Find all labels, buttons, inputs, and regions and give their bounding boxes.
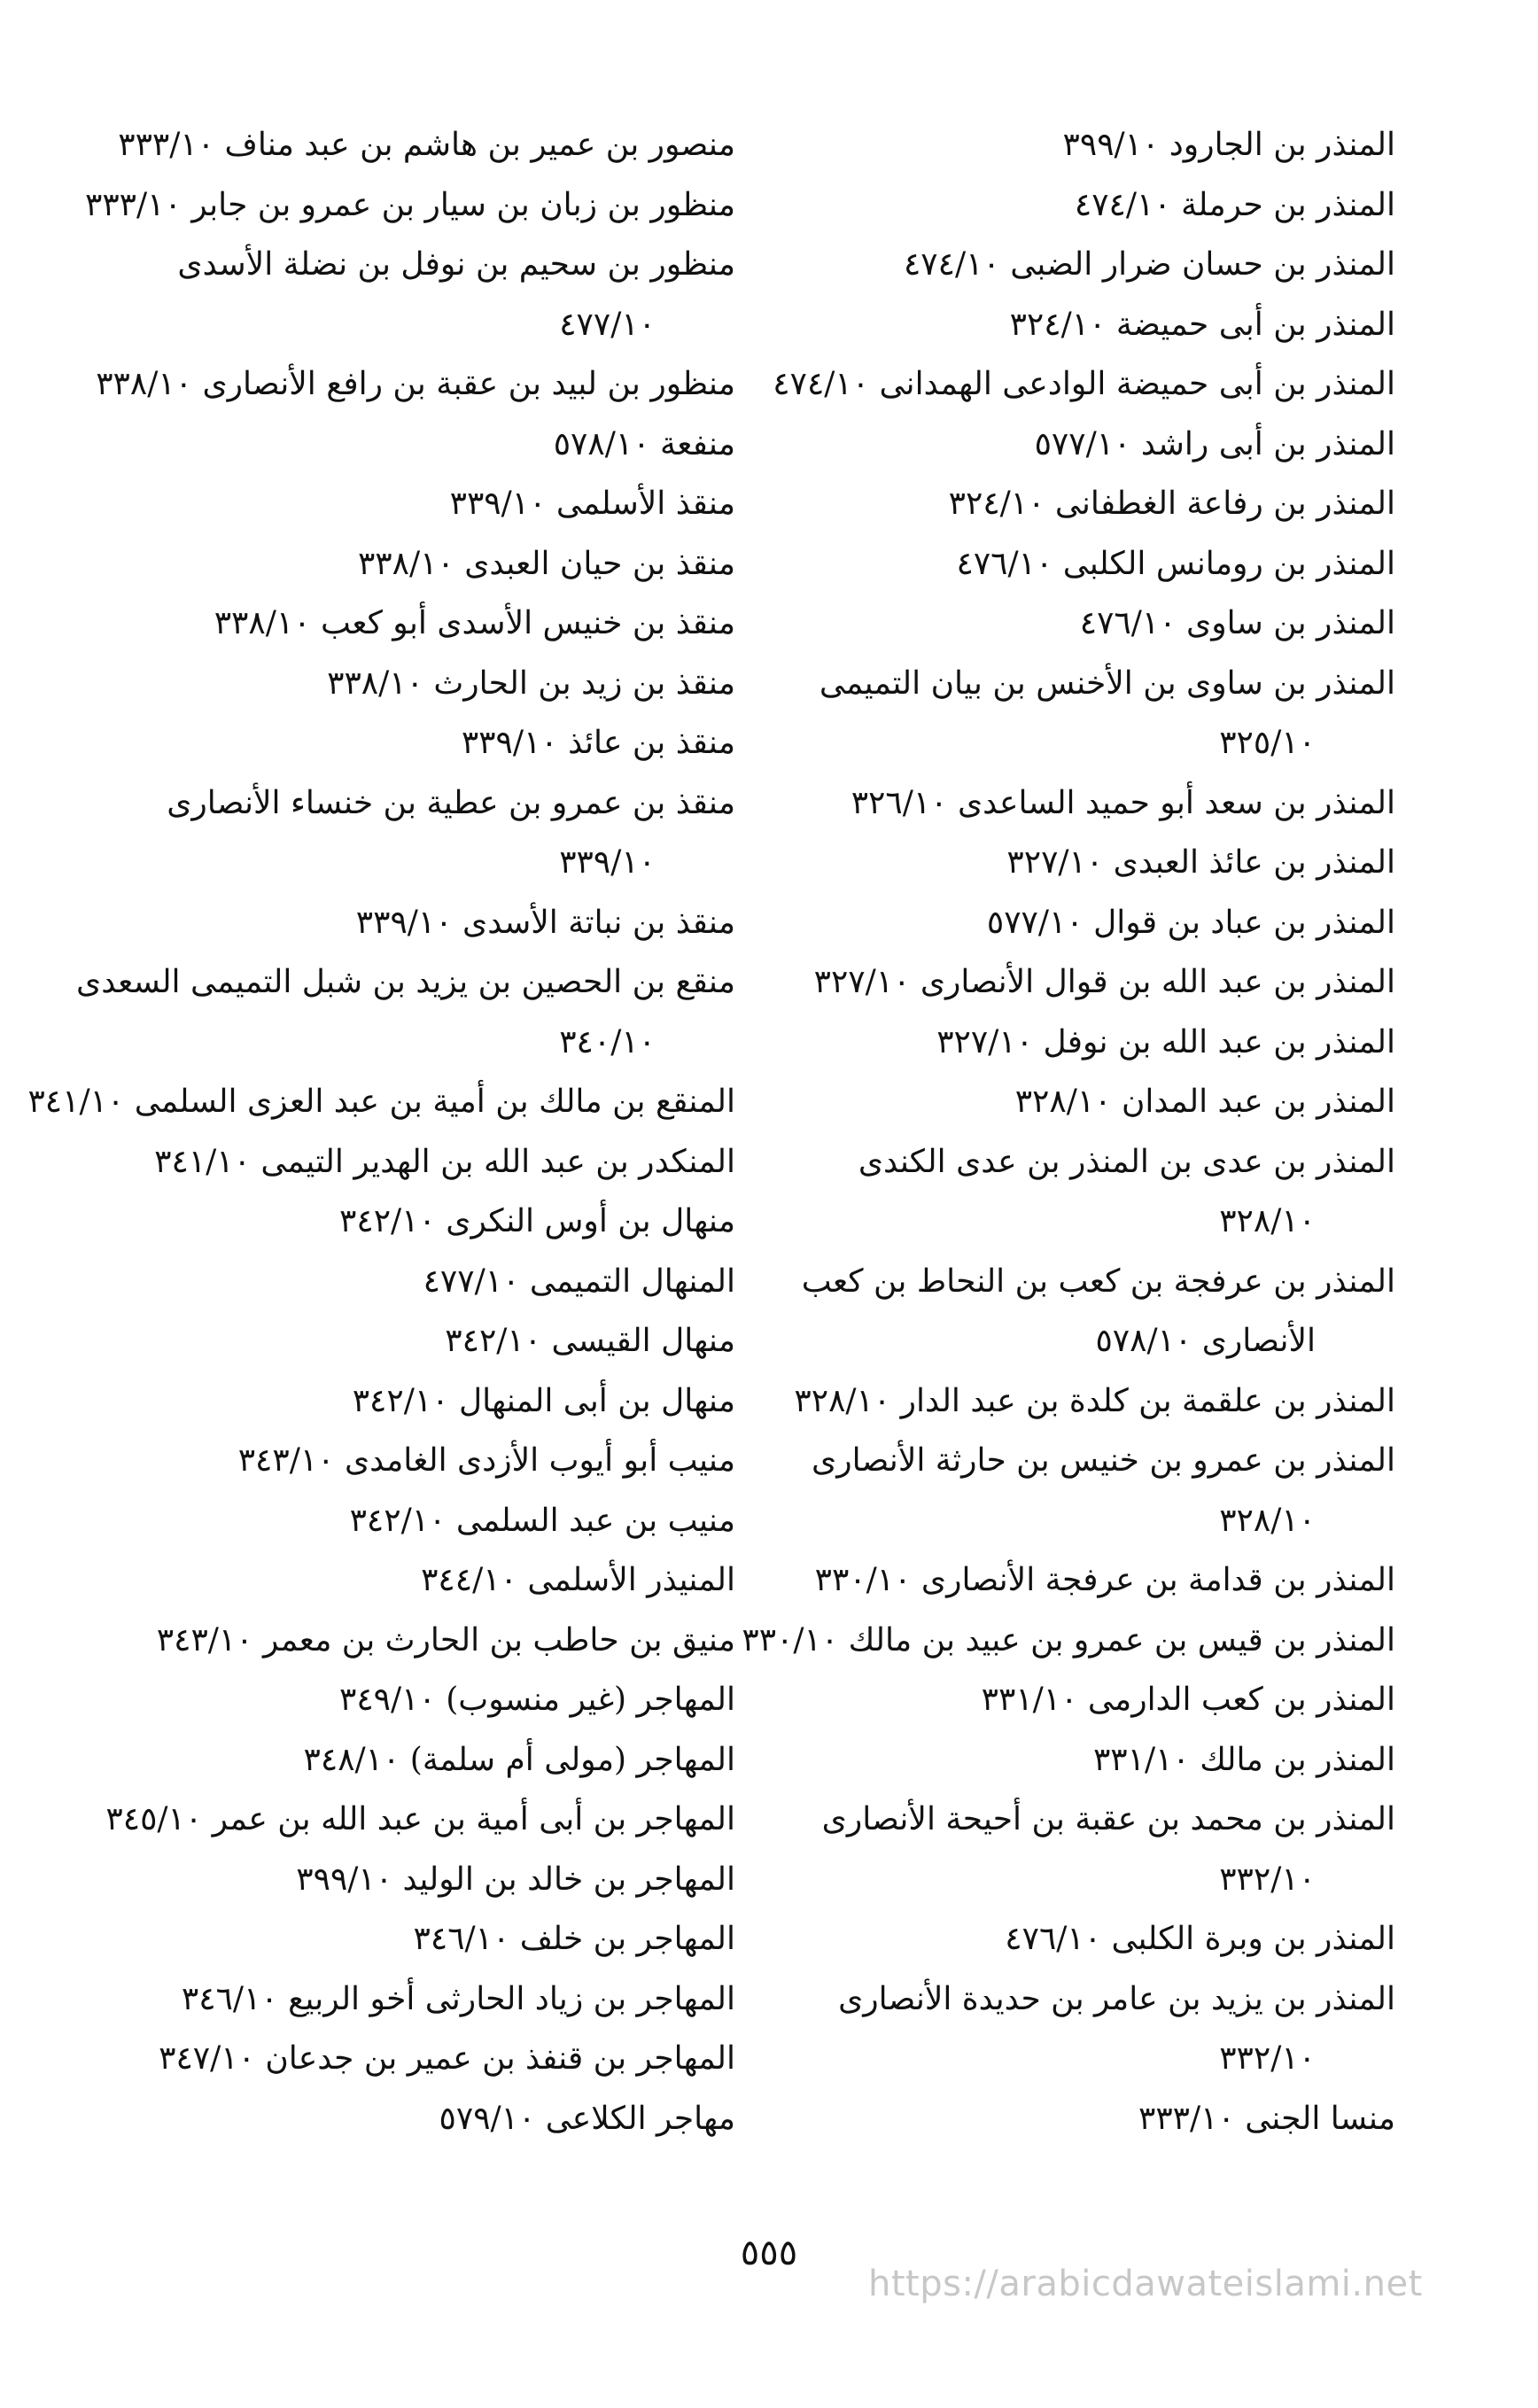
index-entry: [97, 2089, 735, 2149]
index-entry: [97, 1730, 735, 1790]
index-entry: [757, 594, 1395, 654]
index-entry: [97, 1670, 735, 1730]
index-entry-continuation: الأنصارى ٥٧٨/١٠: [1095, 1323, 1316, 1359]
index-entry: [97, 773, 735, 893]
index-entry: [97, 115, 735, 175]
index-entry-continuation: ٣٣٢/١٠: [1219, 1860, 1316, 1898]
index-entry-name: المنذر بن عدى بن المنذر بن عدى الكندى: [858, 1143, 1395, 1180]
index-entry-name: منقذ بن خنيس الأسدى أبو كعب ٣٣٨/١٠: [214, 605, 735, 641]
index-entry-name: منقذ بن زيد بن الحارث ٣٣٨/١٠: [327, 664, 735, 702]
index-entry-name: المنذر بن أبى حميضة الوادعى الهمدانى ٤٧٤/١٠: [773, 366, 1395, 402]
index-entry-continuation: ٣٣٢/١٠: [1219, 2040, 1316, 2077]
index-entry-name: المنيذر الأسلمى ٣٤٤/١٠: [421, 1562, 735, 1598]
index-entry: [97, 474, 735, 534]
index-entry: [757, 1132, 1395, 1252]
index-entry: [27, 1072, 735, 1132]
index-entry: [97, 1311, 735, 1371]
index-entry-name: المنذر بن رفاعة الغطفانى ٣٢٤/١٠: [948, 485, 1395, 522]
index-entry-name: المهاجر (غير منسوب) ٣٤٩/١٠: [339, 1682, 735, 1718]
index-entry-name: المنذر بن قدامة بن عرفجة الأنصارى ٣٣٠/١٠: [814, 1562, 1395, 1598]
index-entry-continuation: ٣٢٥/١٠: [1219, 725, 1316, 761]
index-entry: [97, 654, 735, 714]
index-entry: [757, 295, 1395, 355]
index-entry-name: المنذر بن كعب الدارمى ٣٣١/١٠: [981, 1682, 1395, 1718]
index-entry: [97, 415, 735, 475]
index-entry: [97, 534, 735, 594]
index-entry: [757, 415, 1395, 475]
index-entry-name: المنذر بن سعد أبو حميد الساعدى ٣٢٦/١٠: [851, 784, 1395, 821]
index-entry: [97, 1850, 735, 1910]
index-entry: [757, 235, 1395, 295]
index-entry-name: المنذر بن رومانس الكلبى ٤٧٦/١٠: [956, 545, 1395, 582]
index-entry: [97, 1611, 735, 1671]
index-entry: [757, 534, 1395, 594]
index-entry: [757, 1730, 1395, 1790]
index-entry: [757, 773, 1395, 834]
index-entry-name: المهاجر بن خالد بن الوليد ٣٩٩/١٠: [296, 1860, 735, 1898]
index-entry: [97, 354, 735, 415]
index-entry: [757, 2089, 1395, 2149]
index-entry: [97, 1371, 735, 1432]
index-entry: [97, 594, 735, 654]
index-entry-continuation: ٤٧٧/١٠: [559, 306, 656, 343]
index-entry-name: المنكدر بن عبد الله بن الهدير التيمى ٣٤١/١٠: [154, 1143, 735, 1180]
index-entry-name: منهال القيسى ٣٤٢/١٠: [445, 1323, 735, 1359]
index-entry-name: المنذر بن حسان ضرار الضبى ٤٧٤/١٠: [903, 246, 1395, 283]
index-entry: [97, 1192, 735, 1252]
index-entry-name: المنذر بن أبى راشد ٥٧٧/١٠: [1034, 425, 1395, 462]
index-entry-name: منظور بن سحيم بن نوفل بن نضلة الأسدى: [177, 246, 735, 283]
index-entry-name: منظور بن لبيد بن عقبة بن رافع الأنصارى ٣٣٨/١٠: [96, 366, 735, 402]
index-entry-name: المهاجر بن خلف ٣٤٦/١٠: [413, 1921, 735, 1957]
index-entry: [97, 235, 735, 354]
index-entry: [757, 1252, 1395, 1371]
index-entry: [757, 893, 1395, 953]
index-column-right: [742, 115, 1395, 2148]
index-entry: [97, 1491, 735, 1551]
index-entry-name: منفعة ٥٧٨/١٠: [553, 425, 735, 462]
index-entry-continuation: ٣٢٨/١٠: [1219, 1203, 1316, 1239]
index-entry: [742, 1611, 1395, 1671]
index-entry-name: مهاجر الكلاعى ٥٧٩/١٠: [439, 2100, 735, 2137]
index-entry-name: منيب بن عبد السلمى ٣٤٢/١٠: [349, 1502, 735, 1539]
index-entry: [757, 474, 1395, 534]
index-entry-continuation: ٣٢٨/١٠: [1219, 1502, 1316, 1539]
index-entry-name: المنذر بن عبد الله بن قوال الأنصارى ٣٢٧/١٠: [813, 964, 1395, 1000]
index-entry-name: المنذر بن عباد بن قوال ٥٧٧/١٠: [986, 904, 1395, 941]
index-entry: [757, 1909, 1395, 1969]
index-entry: [97, 1252, 735, 1312]
index-entry: [757, 1790, 1395, 1909]
index-entry: [97, 1132, 735, 1192]
index-entry-name: المنذر بن يزيد بن عامر بن حديدة الأنصارى: [838, 1980, 1395, 2017]
index-entry-name: منقذ الأسلمى ٣٣٩/١٠: [449, 485, 735, 522]
index-entry-name: منهال بن أبى المنهال ٣٤٢/١٠: [352, 1382, 735, 1419]
index-entry-name: المهاجر بن زياد الحارثى أخو الربيع ٣٤٦/١٠: [181, 1980, 735, 2017]
index-entry-name: منيب أبو أيوب الأزدى الغامدى ٣٤٣/١٠: [237, 1442, 735, 1479]
index-entry-name: منيق بن حاطب بن الحارث بن معمر ٣٤٣/١٠: [156, 1621, 735, 1658]
index-entry-name: المنذر بن مالك ٣٣١/١٠: [1092, 1741, 1395, 1778]
index-entry-continuation: ٣٤٠/١٠: [559, 1023, 656, 1060]
index-entry: [757, 354, 1395, 415]
index-entry-name: المنذر بن عبد المدان ٣٢٨/١٠: [1014, 1084, 1395, 1120]
index-entry-name: المنذر بن عمرو بن خنيس بن حارثة الأنصارى: [812, 1442, 1395, 1479]
index-entry: [76, 952, 735, 1072]
index-entry: [757, 115, 1395, 175]
index-entry: [97, 1969, 735, 2030]
index-entry: [97, 1431, 735, 1491]
index-entry-name: المنذر بن ساوى بن الأخنس بن بيان التميمى: [819, 664, 1395, 702]
index-entry: [97, 1909, 735, 1969]
index-entry: [757, 654, 1395, 773]
index-entry-name: المنذر بن محمد بن عقبة بن أحيحة الأنصارى: [821, 1801, 1395, 1837]
index-entry: [85, 175, 735, 236]
index-entry-name: المنذر بن حرملة ٤٧٤/١٠: [1074, 186, 1395, 223]
watermark-url: https://arabicdawateislami.net: [868, 2264, 1423, 2304]
index-entry-name: منقذ بن حيان العبدى ٣٣٨/١٠: [357, 545, 735, 582]
index-entry-name: المنذر بن ساوى ٤٧٦/١٠: [1079, 605, 1395, 641]
index-entry-name: المنذر بن وبرة الكلبى ٤٧٦/١٠: [1005, 1921, 1395, 1957]
index-entry: [757, 1431, 1395, 1550]
index-entry-name: منصور بن عمير بن هاشم بن عبد مناف ٣٣٣/١٠: [118, 127, 735, 163]
index-entry-name: المهاجر (مولى أم سلمة) ٣٤٨/١٠: [303, 1741, 735, 1778]
index-entry-name: منقذ بن نباتة الأسدى ٣٣٩/١٠: [355, 904, 735, 941]
index-entry: [757, 833, 1395, 893]
index-entry: [97, 713, 735, 773]
index-entry: [757, 175, 1395, 236]
index-column-left: [27, 115, 735, 2148]
index-entry-name: منقذ بن عمرو بن عطية بن خنساء الأنصارى: [167, 784, 735, 821]
index-entry-name: المنذر بن عرفجة بن كعب بن النحاط بن كعب: [801, 1262, 1395, 1300]
index-entry: [97, 1550, 735, 1611]
index-entry-name: المنهال التميمى ٤٧٧/١٠: [423, 1262, 735, 1300]
index-entry-name: المهاجر بن أبى أمية بن عبد الله بن عمر ٣٤٥/١٠: [105, 1801, 735, 1837]
index-entry-name: المنذر بن الجارود ٣٩٩/١٠: [1062, 127, 1395, 163]
index-entry: [757, 1550, 1395, 1611]
index-entry: [97, 1790, 735, 1850]
index-entry-name: المنذر بن عبد الله بن نوفل ٣٢٧/١٠: [936, 1023, 1395, 1060]
index-entry: [97, 2029, 735, 2089]
index-entry: [757, 1969, 1395, 2089]
index-entry: [97, 893, 735, 953]
index-entry-name: المنقع بن مالك بن أمية بن عبد العزى السلمى ٣٤١/١٠: [27, 1084, 735, 1120]
index-entry-name: المهاجر بن قنفذ بن عمير بن جدعان ٣٤٧/١٠: [159, 2040, 735, 2077]
index-entry-name: منسا الجنى ٣٣٣/١٠: [1138, 2100, 1395, 2137]
page-number: ٥٥٥: [740, 2233, 798, 2273]
index-entry: [757, 1670, 1395, 1730]
index-entry: [757, 1072, 1395, 1132]
index-entry: [757, 1371, 1395, 1432]
index-entry-name: منقذ بن عائذ ٣٣٩/١٠: [461, 725, 735, 761]
index-entry-name: منقع بن الحصين بن يزيد بن شبل التميمى السعدى: [76, 964, 735, 1000]
index-entry-name: المنذر بن أبى حميضة ٣٢٤/١٠: [1009, 306, 1395, 343]
index-entry-name: منهال بن أوس النكرى ٣٤٢/١٠: [339, 1203, 735, 1239]
index-entry-name: المنذر بن قيس بن عمرو بن عبيد بن مالك ٣٣٠/١٠: [742, 1621, 1395, 1658]
index-entry: [757, 1013, 1395, 1073]
index-entry-name: المنذر بن علقمة بن كلدة بن عبد الدار ٣٢٨/١٠: [794, 1382, 1395, 1419]
index-entry-continuation: ٣٣٩/١٠: [559, 844, 656, 881]
index-entry-name: منظور بن زبان بن سيار بن عمرو بن جابر ٣٣٣/١٠: [85, 186, 735, 223]
index-entry-name: المنذر بن عائذ العبدى ٣٢٧/١٠: [1006, 844, 1395, 881]
index-entry: [757, 952, 1395, 1013]
